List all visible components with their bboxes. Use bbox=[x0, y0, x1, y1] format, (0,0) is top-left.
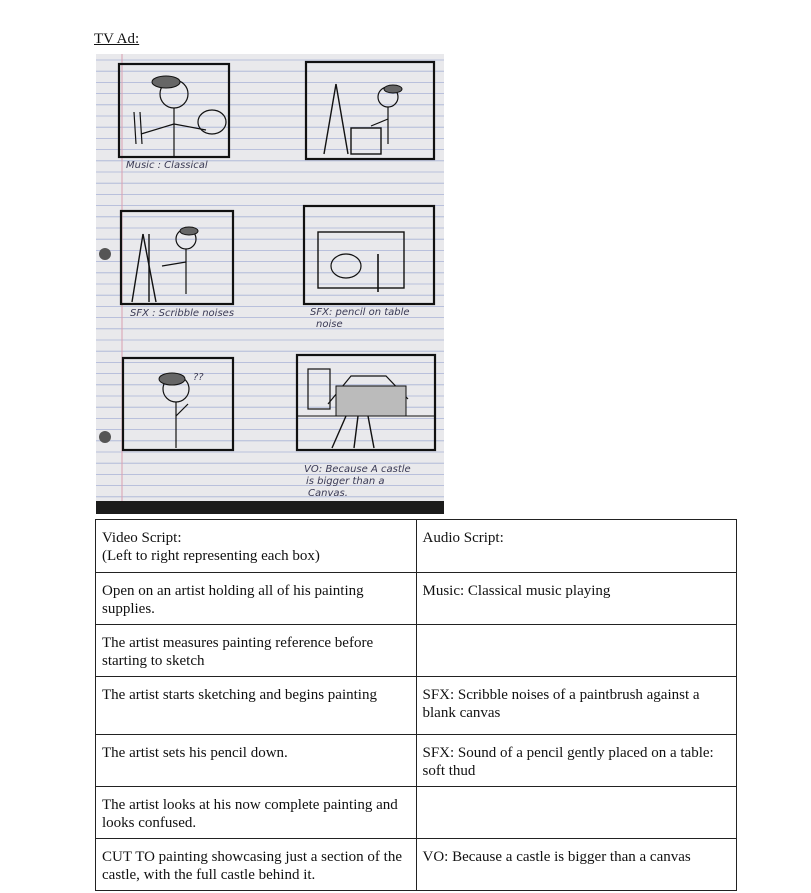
panel-6-caption-line2: is bigger than a bbox=[306, 476, 385, 487]
table-row bbox=[96, 573, 737, 625]
panel-1-caption: Music : Classical bbox=[126, 160, 208, 171]
table-row bbox=[96, 735, 737, 787]
video-cell: Open on an artist holding all of his painting supplies. bbox=[96, 573, 417, 625]
table-row bbox=[96, 625, 737, 677]
photo-bottom-edge bbox=[96, 501, 444, 514]
panel-4 bbox=[304, 206, 434, 304]
audio-cell: SFX: Scribble noises of a paintbrush against a blank canvas bbox=[416, 677, 737, 735]
video-cell: CUT TO painting showcasing just a section of the castle, with the full castle behind it. bbox=[96, 839, 417, 891]
panel-6-caption-line1: VO: Because A castle bbox=[304, 464, 411, 475]
storyboard-photo bbox=[96, 54, 444, 514]
panel-5 bbox=[123, 358, 233, 450]
table-row bbox=[96, 839, 737, 891]
panel-5-mark: ?? bbox=[193, 372, 204, 383]
panel-6 bbox=[297, 355, 435, 450]
panel-2 bbox=[306, 62, 434, 159]
audio-cell bbox=[416, 787, 737, 839]
video-script-header: Video Script: (Left to right representing each box) bbox=[96, 520, 417, 573]
table-row bbox=[96, 787, 737, 839]
binder-hole bbox=[99, 248, 111, 260]
table-row bbox=[96, 677, 737, 735]
panel-6-caption-line3: Canvas. bbox=[308, 488, 348, 499]
audio-cell: VO: Because a castle is bigger than a canvas bbox=[416, 839, 737, 891]
audio-cell bbox=[416, 625, 737, 677]
video-cell: The artist measures painting reference before starting to sketch bbox=[96, 625, 417, 677]
page-heading: TV Ad: bbox=[94, 31, 140, 47]
video-cell: The artist sets his pencil down. bbox=[96, 735, 417, 787]
binder-hole bbox=[99, 431, 111, 443]
storyboard-sketch bbox=[96, 54, 444, 514]
audio-cell: Music: Classical music playing bbox=[416, 573, 737, 625]
panel-4-caption-line2: noise bbox=[316, 319, 343, 330]
panel-4-caption-line1: SFX: pencil on table bbox=[310, 307, 410, 318]
panel-3 bbox=[121, 211, 233, 304]
video-cell: The artist starts sketching and begins painting bbox=[96, 677, 417, 735]
panel-3-caption: SFX : Scribble noises bbox=[130, 308, 235, 319]
script-table bbox=[95, 519, 737, 891]
audio-cell: SFX: Sound of a pencil gently placed on a table: soft thud bbox=[416, 735, 737, 787]
panel-1 bbox=[119, 64, 229, 157]
table-header-row bbox=[96, 520, 737, 573]
video-cell: The artist looks at his now complete painting and looks confused. bbox=[96, 787, 417, 839]
audio-script-header: Audio Script: bbox=[416, 520, 737, 573]
